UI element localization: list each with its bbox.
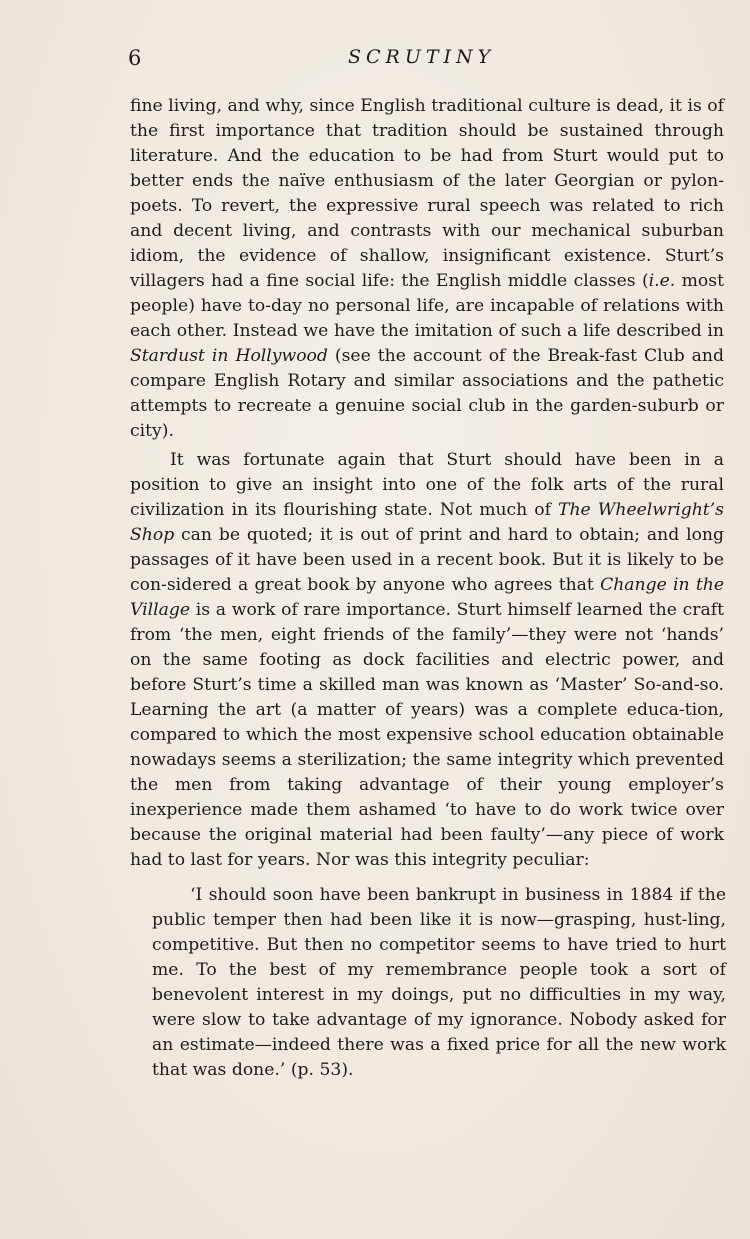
paragraph-1-text: (see the account of the Break-fast Club and compare English Rotary and similar associations and the pathetic attempts to recreate a genuine social club in the garden-suburb or city). bbox=[130, 346, 724, 441]
paragraph-2-italic-title: The Wheelwright’s Shop bbox=[130, 500, 724, 545]
paragraph-1-text: most people) have to-day no personal life, are incapable of relations with each other. Instead we have the imitation of such a life described in bbox=[130, 271, 724, 341]
paragraph-2-text: can be quoted; it is out of print and hard to obtain; and long passages of it have been used in a recent book. But it is likely to be con-sidered a great book by anyone who agrees that bbox=[130, 525, 724, 595]
paragraph-1-text: fine living, and why, since English traditional culture is dead, it is of the first importance that tradition should be sustained through literature. And the education to be had from Sturt would put to better ends the naïve enthusiasm of the later Georgian or pylon-poets. To revert, the expressive rural speech was related to rich and decent living, and contrasts with our mechanical suburban idiom, the evidence of shallow, insignificant existence. Sturt’s villagers had a fine social life: the English middle classes ( bbox=[130, 96, 724, 291]
page-number: 6 bbox=[128, 46, 142, 70]
body-text bbox=[130, 94, 724, 873]
paragraph-2-text: It was fortunate again that Sturt should have been in a position to give an insight into one of the folk arts of the rural civilization in its flourishing state. Not much of bbox=[130, 450, 724, 520]
page-header bbox=[128, 46, 724, 72]
paragraph-2-italic-title: Change in the Village bbox=[130, 575, 724, 620]
paragraph-1-italic-ie: i.e. bbox=[648, 271, 676, 291]
running-head: SCRUTINY bbox=[348, 46, 496, 68]
paragraph-2-text: is a work of rare importance. Sturt himself learned the craft from ‘the men, eight friends of the family’—they were not ‘hands’ on the same footing as dock facilities and electric power, and before Sturt’s time a skilled man was known as ‘Master’ So-and-so. Learning the art (a matter of years) was a complete educa-tion, compared to which the most expensive school education obtainable nowadays seems a sterilization; the same integrity which prevented the men from taking advantage of their young employer’s inexperience made them ashamed ‘to have to do work twice over because the original material had been faulty’—any piece of work had to last for years. Nor was this integrity peculiar: bbox=[130, 600, 724, 870]
block-quote: ‘I should soon have been bankrupt in business in 1884 if the public temper then had been like it is now—grasping, hust-ling, competitive. But then no competitor seems to have tried to hurt me. To the best of my remembrance people took a sort of benevolent interest in my doings, put no difficulties in my way, were slow to take advantage of my ignorance. Nobody asked for an estimate—indeed there was a fixed price for all the new work that was done.’ (p. 53). bbox=[152, 885, 726, 1080]
paragraph-1 bbox=[130, 94, 724, 444]
paragraph-1-italic-title: Stardust in Hollywood bbox=[130, 346, 328, 366]
paragraph-2 bbox=[130, 448, 724, 873]
